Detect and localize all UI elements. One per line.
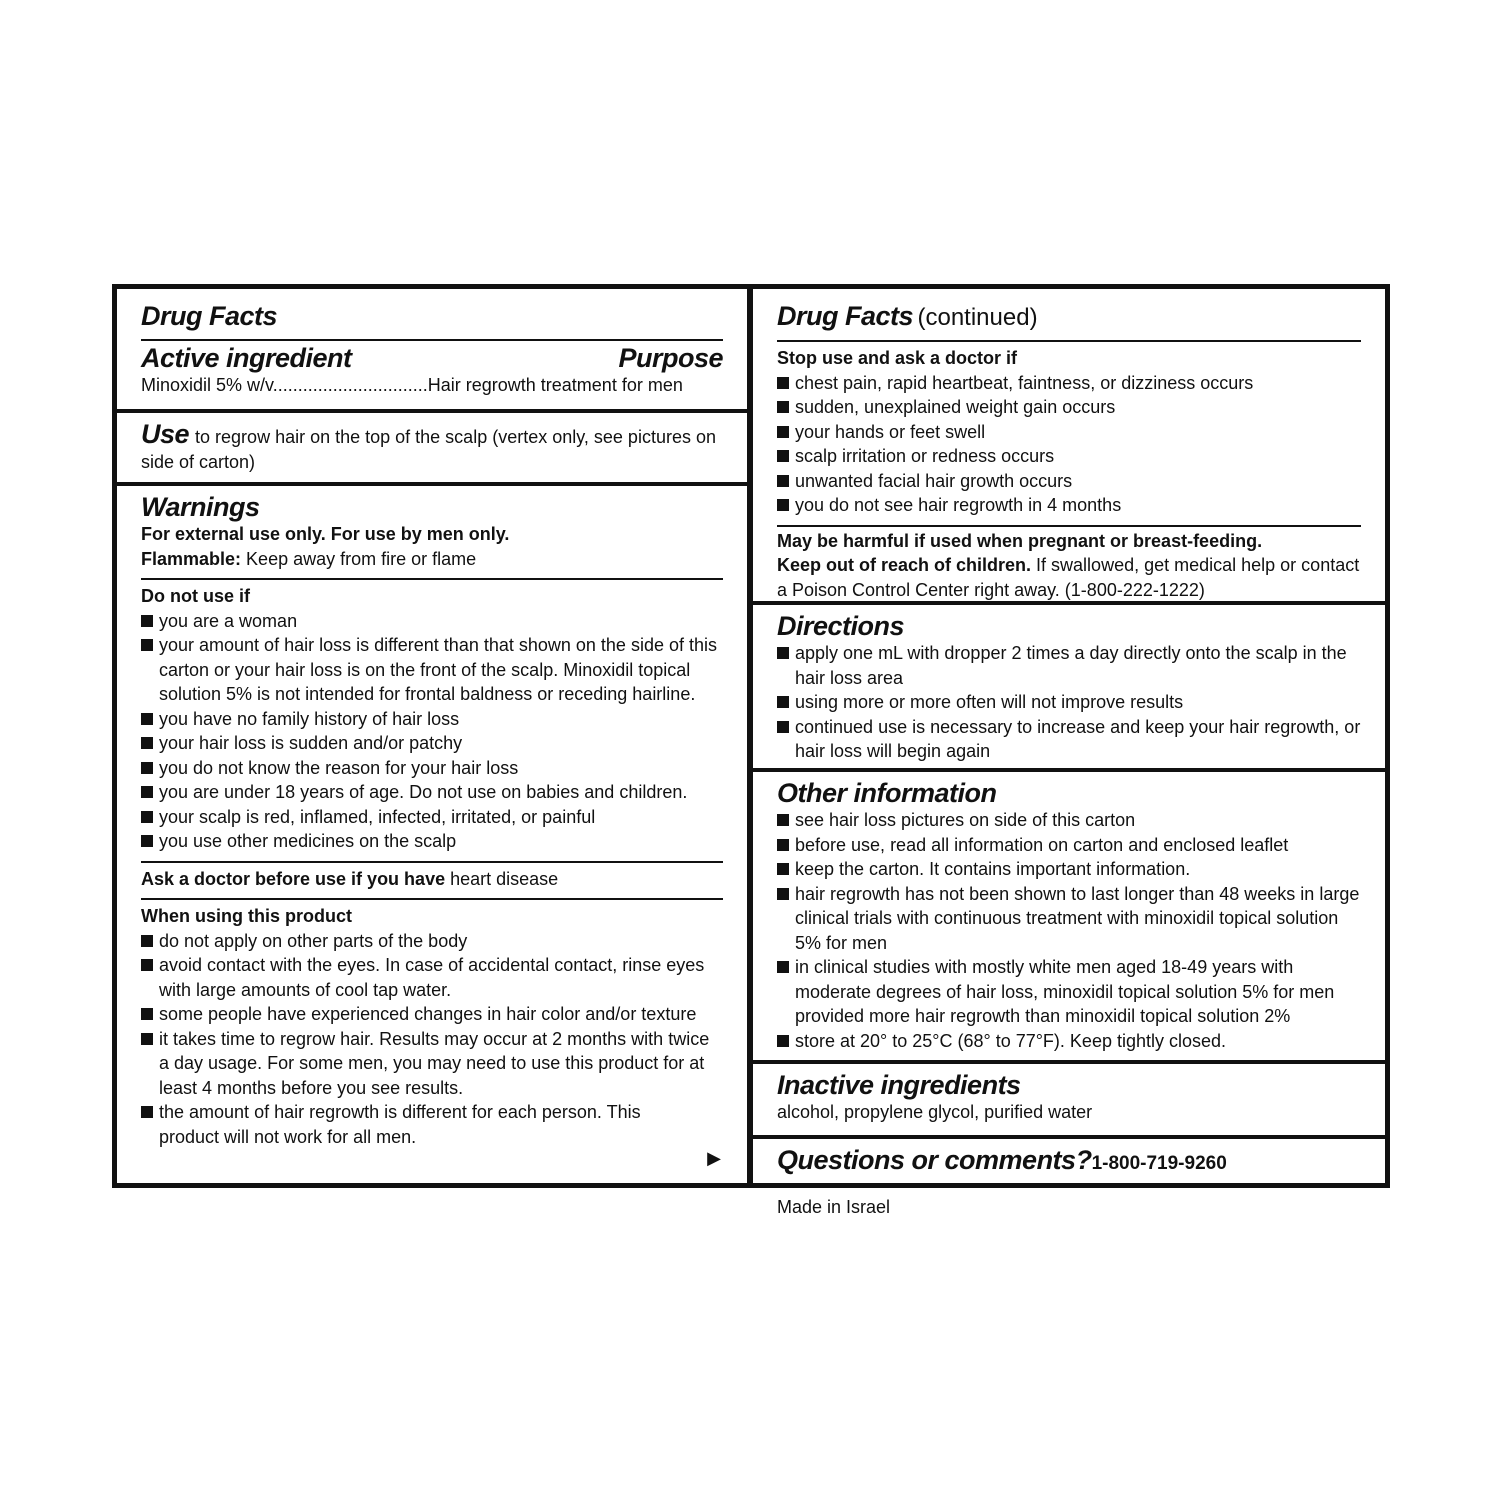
questions-section	[753, 1135, 1385, 1183]
list-item: store at 20° to 25°C (68° to 77°F). Keep tightly closed.	[777, 1029, 1361, 1054]
when-using-list	[141, 929, 723, 1150]
list-item: continued use is necessary to increase and keep your hair regrowth, or hair loss will begin again	[777, 715, 1361, 764]
inactive-ingredients-section	[753, 1060, 1385, 1135]
directions-heading: Directions	[777, 611, 905, 641]
inactive-ingredients-text: alcohol, propylene glycol, purified water	[777, 1102, 1093, 1122]
directions-list	[777, 641, 1361, 764]
flammable-label: Flammable:	[141, 548, 242, 569]
keep-out-text: If swallowed, get medical help or contact a Poison Control Center right away. (1-800-222-1222)	[777, 555, 1360, 600]
continued-label: (continued)	[917, 304, 1038, 331]
inactive-ingredients-heading: Inactive ingredients	[777, 1070, 1021, 1100]
do-not-use-heading: Do not use if	[141, 586, 250, 606]
continue-arrow-icon: ▶	[707, 1148, 721, 1168]
list-item: hair regrowth has not been shown to last longer than 48 weeks in large clinical trials with continuous treatment with minoxidil topical solution 5% for men	[777, 882, 1361, 956]
active-ingredient-heading: Active ingredient	[141, 343, 352, 373]
other-information-heading: Other information	[777, 778, 997, 808]
flammable-text: Keep away from fire or flame	[246, 548, 477, 569]
list-item: it takes time to regrow hair. Results may occur at 2 months with twice a day usage. For some men, you may need to use this product for at least 4 months before you see results.	[141, 1027, 723, 1101]
active-ingredient-section	[117, 289, 747, 409]
keep-out-label: Keep out of reach of children.	[777, 555, 1032, 575]
list-item: your scalp is red, inflamed, infected, irritated, or painful	[141, 805, 723, 830]
drug-facts-continued-title: Drug Facts	[777, 301, 914, 331]
list-item: the amount of hair regrowth is different for each person. This product will not work for all men.	[141, 1100, 723, 1149]
ingredient-purpose: Hair regrowth treatment for men	[427, 375, 683, 395]
list-item: you do not know the reason for your hair loss	[141, 756, 723, 781]
questions-phone: 1-800-719-9260	[1091, 1153, 1227, 1174]
list-item: you do not see hair regrowth in 4 months	[777, 493, 1361, 518]
list-item: you use other medicines on the scalp	[141, 829, 723, 854]
ingredient-name: Minoxidil 5% w/v	[141, 375, 273, 395]
external-use-warning: For external use only. For use by men only.	[141, 524, 510, 544]
use-section	[117, 409, 747, 482]
list-item: using more or more often will not improve results	[777, 690, 1361, 715]
stop-use-list	[777, 371, 1361, 518]
stop-use-section	[753, 289, 1385, 601]
list-item: before use, read all information on carton and enclosed leaflet	[777, 833, 1361, 858]
warnings-section	[117, 482, 747, 1183]
list-item: scalp irritation or redness occurs	[777, 444, 1361, 469]
drug-facts-left-panel	[112, 284, 752, 1188]
divider	[141, 861, 723, 863]
divider	[141, 898, 723, 900]
directions-section	[753, 601, 1385, 768]
active-ingredient-row	[141, 373, 723, 398]
use-heading: Use	[141, 419, 190, 449]
list-item: your hands or feet swell	[777, 420, 1361, 445]
divider	[141, 339, 723, 341]
list-item: keep the carton. It contains important information.	[777, 857, 1361, 882]
ask-doctor-text: heart disease	[450, 868, 559, 889]
drug-facts-title: Drug Facts	[141, 301, 278, 331]
list-item: apply one mL with dropper 2 times a day directly onto the scalp in the hair loss area	[777, 641, 1361, 690]
list-item: you are under 18 years of age. Do not use on babies and children.	[141, 780, 723, 805]
questions-heading: Questions or comments?	[777, 1145, 1092, 1175]
pregnancy-warning: May be harmful if used when pregnant or breast-feeding.	[777, 530, 1263, 551]
made-in-label: Made in Israel	[777, 1197, 891, 1217]
leader-dots: ...............................	[272, 375, 428, 395]
list-item: avoid contact with the eyes. In case of accidental contact, rinse eyes with large amounts of cool tap water.	[141, 953, 723, 1002]
list-item: chest pain, rapid heartbeat, faintness, or dizziness occurs	[777, 371, 1361, 396]
divider	[777, 525, 1361, 527]
other-information-list	[777, 808, 1361, 1053]
drug-facts-right-panel	[748, 284, 1390, 1188]
list-item: unwanted facial hair growth occurs	[777, 469, 1361, 494]
list-item: see hair loss pictures on side of this carton	[777, 808, 1361, 833]
purpose-heading: Purpose	[618, 343, 723, 373]
list-item: your amount of hair loss is different than that shown on the side of this carton or your hair loss is on the front of the scalp. Minoxidil topical solution 5% is not intended for frontal baldness or receding hairline.	[141, 633, 723, 707]
when-using-heading: When using this product	[141, 906, 352, 926]
divider	[777, 340, 1361, 342]
list-item: do not apply on other parts of the body	[141, 929, 723, 954]
list-item: sudden, unexplained weight gain occurs	[777, 395, 1361, 420]
list-item: in clinical studies with mostly white men aged 18-49 years with moderate degrees of hair loss, minoxidil topical solution 5% for men provided more hair regrowth than minoxidil topical solution 2%	[777, 955, 1361, 1029]
list-item: you have no family history of hair loss	[141, 707, 723, 732]
active-header-row	[141, 343, 723, 373]
list-item: some people have experienced changes in hair color and/or texture	[141, 1002, 723, 1027]
ask-doctor-label: Ask a doctor before use if you have	[141, 868, 446, 889]
other-information-section	[753, 768, 1385, 1060]
list-item: your hair loss is sudden and/or patchy	[141, 731, 723, 756]
use-text: to regrow hair on the top of the scalp (vertex only, see pictures on side of carton)	[141, 427, 716, 472]
divider	[141, 578, 723, 580]
stop-use-heading: Stop use and ask a doctor if	[777, 348, 1018, 368]
do-not-use-list	[141, 609, 723, 854]
list-item: you are a woman	[141, 609, 723, 634]
warnings-heading: Warnings	[141, 492, 260, 522]
